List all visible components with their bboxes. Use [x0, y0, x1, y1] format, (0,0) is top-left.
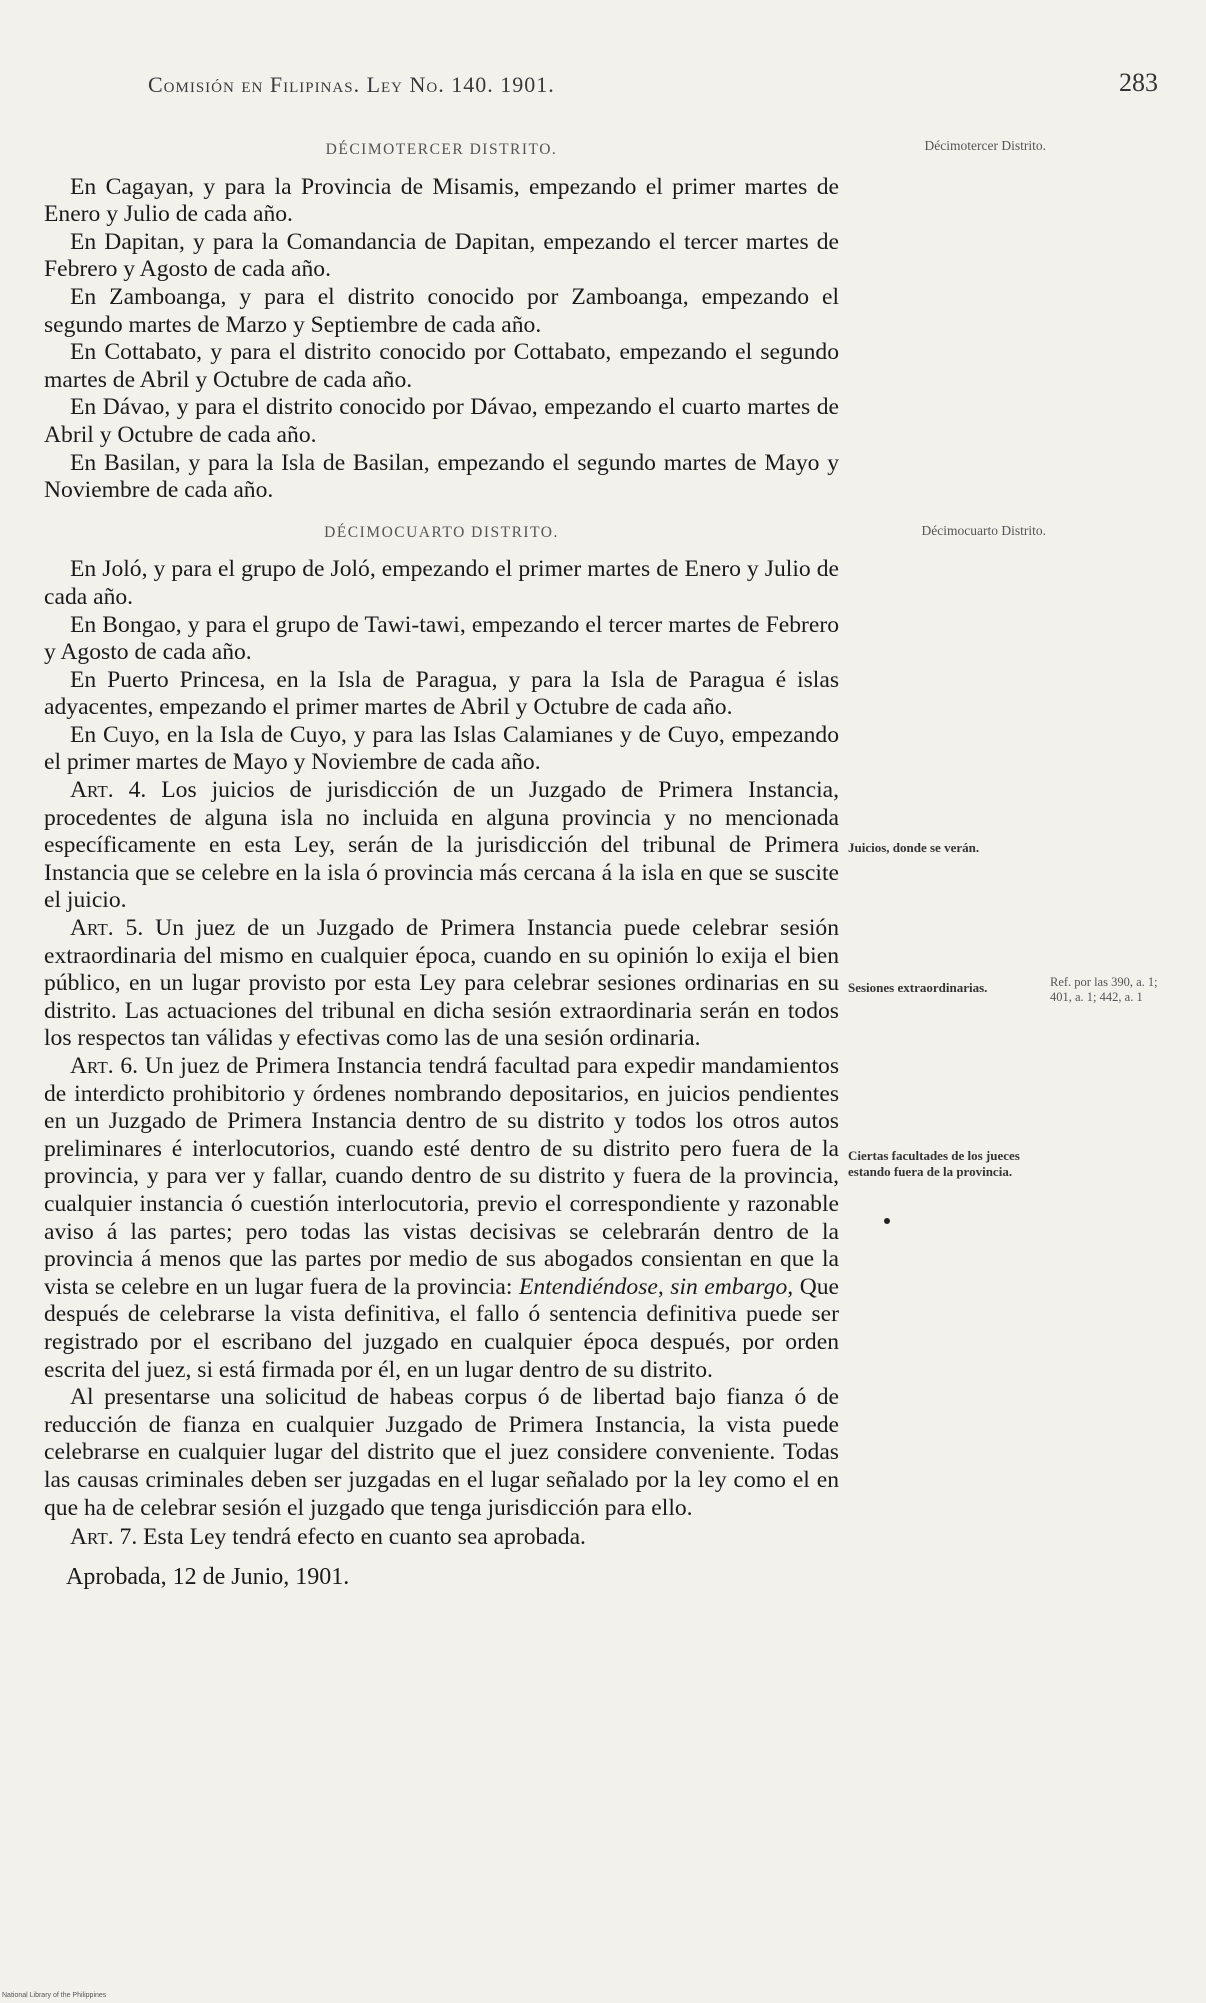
margin-note-decimocuarto: Décimocuarto Distrito.: [921, 523, 1046, 538]
section-heading-decimocuarto: DÉCIMOCUARTO DISTRITO.: [324, 523, 559, 541]
ink-dot: [884, 1218, 890, 1224]
article-7-label: Art. 7.: [70, 1524, 138, 1551]
margin-note-decimotercer: Décimotercer Distrito.: [924, 138, 1046, 153]
article-6-text-a: Un juez de Primera Instancia tendrá facultad para expedir mandamientos de interdicto prohibitorio y órdenes nombrando depositarios, en juicios pendientes en un Juzgado de Primera Instancia dentro de su distrito y todos los otros autos preliminares é interlocutorios, cuando esté dentro de su distrito pero fuera de la provincia, y para ver y fallar, cuando dentro de su distrito y fuera de la provincia, cualquier instancia ó cuestión interlocutoria, previo el correspondiente y razonable aviso á las partes; pero todas las vistas decisivas se celebrarán dentro de la provincia á menos que las partes por medio de sus abogados consientan en que la vista se celebre en un lugar fuera de la provincia:: [44, 1053, 840, 1300]
margin-note-sesiones: Sesiones extraordinarias.: [848, 980, 988, 995]
section-heading-decimotercer: DÉCIMOTERCER DISTRITO.: [325, 141, 558, 158]
article-7: [44, 1524, 839, 1552]
margin-note-juicios: Juicios, donde se verán.: [848, 840, 980, 855]
paragraph-jolo: En Joló, y para el grupo de Joló, empezando el primer martes de Enero y Julio de cada año.: [44, 556, 839, 610]
article-6-paragraph-2: Al presentarse una solicitud de habeas corpus ó de libertad bajo fianza ó de reducción de fianza en cualquier Juzgado de Primera Instancia, la vista puede celebrarse en cualquier lugar del distrito que el juez considere conveniente. Todas las causas criminales deben ser juzgadas en el lugar señalado por la ley como el en que ha de celebrar sesión el juzgado que tenga jurisdicción para ello.: [44, 1384, 839, 1521]
paragraph-puerto-princesa: En Puerto Princesa, en la Isla de Paragua, y para la Isla de Paragua é islas adyacentes, empezando el primer martes de Abril y Octubre de cada año.: [44, 666, 839, 721]
article-4-text: Los juicios de jurisdicción de un Juzgado de Primera Instancia, procedentes de alguna isla no incluida en alguna provincia y no mencionada específicamente en esta Ley, serán de la jurisdicción del tribunal de Primera Instancia que se celebre en la isla ó provincia más cercana á la isla en que se suscite el juicio.: [44, 777, 840, 914]
article-6: [44, 1053, 839, 1384]
running-head: Comisión en Filipinas. Ley No. 140. 1901.: [148, 72, 555, 97]
approval-date: Aprobada, 12 de Junio, 1901.: [66, 1563, 350, 1590]
footer-credit: National Library of the Philippines: [2, 1992, 107, 1999]
paragraph-zamboanga: En Zamboanga, y para el distrito conocido por Zamboanga, empezando el segundo martes de Marzo y Septiembre de cada año.: [44, 283, 839, 338]
paragraph-davao: En Dávao, y para el distrito conocido por Dávao, empezando el cuarto martes de Abril y Octubre de cada año.: [44, 394, 839, 448]
article-6-text-b: Que después de celebrarse la vista definitiva, el fallo ó sentencia definitiva puede ser registrado por el escribano del juzgado en cualquier época después, por orden escrita del juez, si está firmada por él, en un lugar dentro de su distrito.: [44, 1273, 839, 1383]
article-7-text: Esta Ley tendrá efecto en cuanto sea aprobada.: [143, 1524, 586, 1551]
paragraph-dapitan: En Dapitan, y para la Comandancia de Dapitan, empezando el tercer martes de Febrero y Agosto de cada año.: [44, 228, 839, 283]
margin-reference: Ref. por las 390, a. 1; 401, a. 1; 442, a. 1: [1050, 975, 1158, 1004]
article-4: [44, 777, 839, 915]
article-5-text: Un juez de un Juzgado de Primera Instancia puede celebrar sesión extraordinaria del mismo en cualquier época, cuando en su opinión lo exija el bien público, en un lugar provisto por esta Ley para celebrar sesiones ordinarias en su distrito. Las actuaciones del tribunal en dicha sesión extraordinaria serán en todos los respectos tan válidas y efectivas como las de una sesión ordinaria.: [44, 915, 839, 1052]
article-6-label: Art. 6.: [70, 1053, 139, 1079]
article-5-label: Art. 5.: [70, 915, 144, 942]
paragraph-cagayan: En Cagayan, y para la Provincia de Misamis, empezando el primer martes de Enero y Julio de cada año.: [44, 173, 839, 228]
article-5: [44, 915, 839, 1053]
paragraph-cuyo: En Cuyo, en la Isla de Cuyo, y para las Islas Calamianes y de Cuyo, empezando el primer martes de Mayo y Noviembre de cada año.: [44, 721, 839, 776]
paragraph-cottabato: En Cottabato, y para el distrito conocido por Cottabato, empezando el segundo martes de Abril y Octubre de cada año.: [44, 339, 839, 393]
body-text: [44, 130, 839, 1615]
paragraph-basilan: En Basilan, y para la Isla de Basilan, empezando el segundo martes de Mayo y Noviembre de cada año.: [44, 449, 839, 504]
paragraph-bongao: En Bongao, y para el grupo de Tawi-tawi, empezando el tercer martes de Febrero y Agosto de cada año.: [44, 611, 839, 666]
article-4-label: Art. 4.: [70, 777, 147, 804]
margin-note-facultades: Ciertas facultades de los jueces estando fuera de la provincia.: [848, 1148, 1020, 1179]
article-6-proviso: Entendiéndose, sin embargo,: [518, 1273, 794, 1300]
page-number: 283: [1119, 68, 1158, 97]
